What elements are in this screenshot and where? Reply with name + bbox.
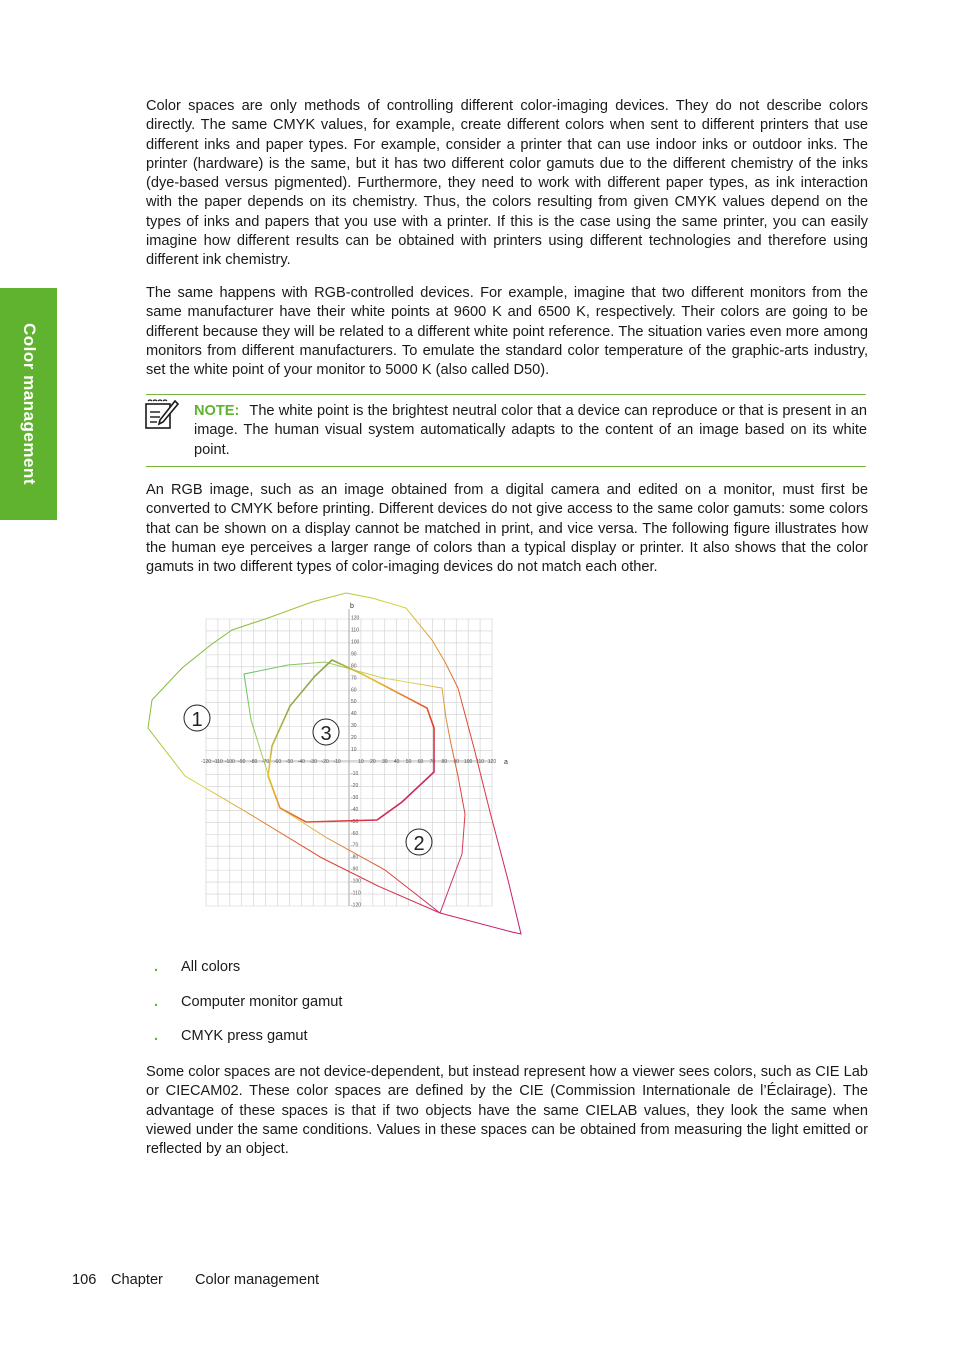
a-tick-label: 120 <box>487 759 497 765</box>
b-tick-label: -10 <box>351 770 359 777</box>
a-tick-label: -110 <box>213 759 223 765</box>
legend-item <box>154 993 342 1028</box>
legend-item-label: CMYK press gamut <box>181 1028 308 1044</box>
a-tick-label: -60 <box>273 759 282 765</box>
a-tick-label: -120 <box>200 759 212 765</box>
a-tick-label: 90 <box>453 759 460 765</box>
b-tick-label: -100 <box>351 878 362 885</box>
a-tick-label: -50 <box>285 759 294 765</box>
b-tick-label: 100 <box>351 639 360 646</box>
b-tick-label: -70 <box>351 842 359 849</box>
note-icon <box>144 398 180 432</box>
a-tick-label: -100 <box>224 759 235 765</box>
legend-item <box>154 1027 342 1062</box>
legend-item <box>154 958 342 993</box>
gamut-diagram <box>140 588 530 940</box>
gamut-figure <box>140 588 530 940</box>
b-tick-label: -20 <box>351 782 359 789</box>
b-tick-label: -120 <box>351 902 362 909</box>
bullet-icon: . <box>154 993 159 1010</box>
a-tick-label: 20 <box>370 759 376 765</box>
b-tick-label: 20 <box>351 735 357 742</box>
b-tick-label: 70 <box>351 675 357 682</box>
b-tick-label: 80 <box>351 663 357 670</box>
b-tick-label: 40 <box>351 711 357 718</box>
marker-3 <box>313 719 339 745</box>
a-tick-label: -20 <box>321 759 329 765</box>
b-tick-label: 90 <box>351 651 357 658</box>
b-tick-label: -80 <box>351 854 359 861</box>
a-tick-label: 40 <box>393 759 400 765</box>
paragraph-device-independent: Some color spaces are not device-dependent, but instead represent how a viewer sees colors, such as CIE Lab or CIECAM02. These color spaces are defined by the CIE (Commission Internationale de l’Éclairage). The advantage of these spaces is that if two objects have the same CIELAB values, they look the same when viewed under the same conditions. Values in these spaces can be obtained from measuring the light emitted or reflected by an object. <box>146 1064 868 1158</box>
b-tick-label: 60 <box>351 687 357 694</box>
a-tick-label: -90 <box>238 759 246 765</box>
a-tick-label: 70 <box>429 759 436 765</box>
marker-2 <box>406 829 432 855</box>
page-footer <box>72 1272 320 1288</box>
axis-a-label: a <box>504 759 508 766</box>
bullet-icon: . <box>154 1028 159 1044</box>
b-tick-label: -50 <box>351 818 359 825</box>
axis-b-label: b <box>350 603 354 610</box>
svg-text:1: 1 <box>191 709 203 731</box>
b-tick-label: -110 <box>351 890 361 897</box>
svg-text:2: 2 <box>413 833 425 855</box>
a-tick-label: 10 <box>358 759 364 765</box>
footer-section: Color management <box>195 1272 320 1288</box>
a-tick-label: 110 <box>476 759 485 765</box>
b-tick-label: 50 <box>351 699 357 706</box>
svg-text:3: 3 <box>320 723 332 745</box>
note-bottom-rule <box>146 466 866 467</box>
page-number: 106 <box>72 1272 97 1288</box>
marker-1 <box>184 705 210 731</box>
a-tick-label: -70 <box>261 759 270 765</box>
a-tick-label: -40 <box>297 759 305 765</box>
a-tick-label: 50 <box>405 759 412 765</box>
note-label: NOTE: <box>194 403 240 419</box>
legend-item-label: All colors <box>181 959 241 975</box>
b-tick-label: 110 <box>351 627 359 634</box>
side-tab <box>0 288 57 520</box>
side-tab-label: Color management <box>19 323 39 485</box>
paragraph-rgb-devices: The same happens with RGB-controlled devices. For example, imagine that two different monitors from the same manufacturer have their white points at 9600 K and 6500 K, respectively. Their colors are going to be different because they will be related to a different white point reference. The situation varies even more among monitors from different manufacturers. To emulate the standard color temperature of the graphic-arts industry, set the white point of your monitor to 5000 K (also called D50). <box>146 285 868 379</box>
b-tick-label: 120 <box>351 615 360 622</box>
a-tick-label: -80 <box>250 759 258 765</box>
b-tick-label: 10 <box>351 747 357 754</box>
a-tick-label: -30 <box>309 759 317 765</box>
note-text <box>194 402 867 460</box>
a-tick-label: 80 <box>441 759 448 765</box>
b-tick-label: -40 <box>351 806 359 813</box>
a-tick-label: 30 <box>381 759 388 765</box>
b-tick-label: 30 <box>351 723 357 730</box>
note-top-rule <box>146 394 866 395</box>
bullet-icon: . <box>154 959 159 975</box>
b-tick-label: -30 <box>351 794 359 801</box>
b-tick-label: -90 <box>351 866 359 873</box>
figure-legend <box>154 958 342 1062</box>
a-tick-label: 60 <box>417 759 424 765</box>
a-tick-label: 100 <box>463 759 473 765</box>
b-tick-label: -60 <box>351 830 359 837</box>
footer-chapter: Chapter <box>111 1272 163 1288</box>
note-body: The white point is the brightest neutral color that a device can reproduce or that is present in an image. The human visual system automatically adapts to the content of an image based on its white point. <box>194 403 867 458</box>
a-tick-label: -10 <box>333 759 341 765</box>
paragraph-color-spaces: Color spaces are only methods of controlling different color-imaging devices. They do not describe colors directly. The same CMYK values, for example, create different colors when sent to different printers that use different inks and paper types. For example, consider a printer that can use indoor inks or outdoor inks. The printer (hardware) is the same, but it has two different color gamuts due to the different chemistry of the inks (dye-based versus pigmented). Furthermore, they need to work with different paper types, as ink interaction with the paper depends on its chemistry. Thus, the colors resulting from given CMYK values depend on the types of inks and papers that you use with a printer. If this is the case using the same printer, you can easily imagine how different results can be obtained with printers using different technologies and therefore using different ink chemistry. <box>146 98 868 269</box>
legend-item-label: Computer monitor gamut <box>181 993 343 1010</box>
paragraph-rgb-image: An RGB image, such as an image obtained from a digital camera and edited on a monitor, must first be converted to CMYK before printing. Different devices do not give access to the same color gamuts: some colors that can be shown on a display cannot be matched in print, and vice versa. The following figure illustrates how the human eye perceives a larger range of colors than a typical display or printer. It also shows that the color gamuts in two different types of color-imaging devices do not match each other. <box>146 482 868 576</box>
